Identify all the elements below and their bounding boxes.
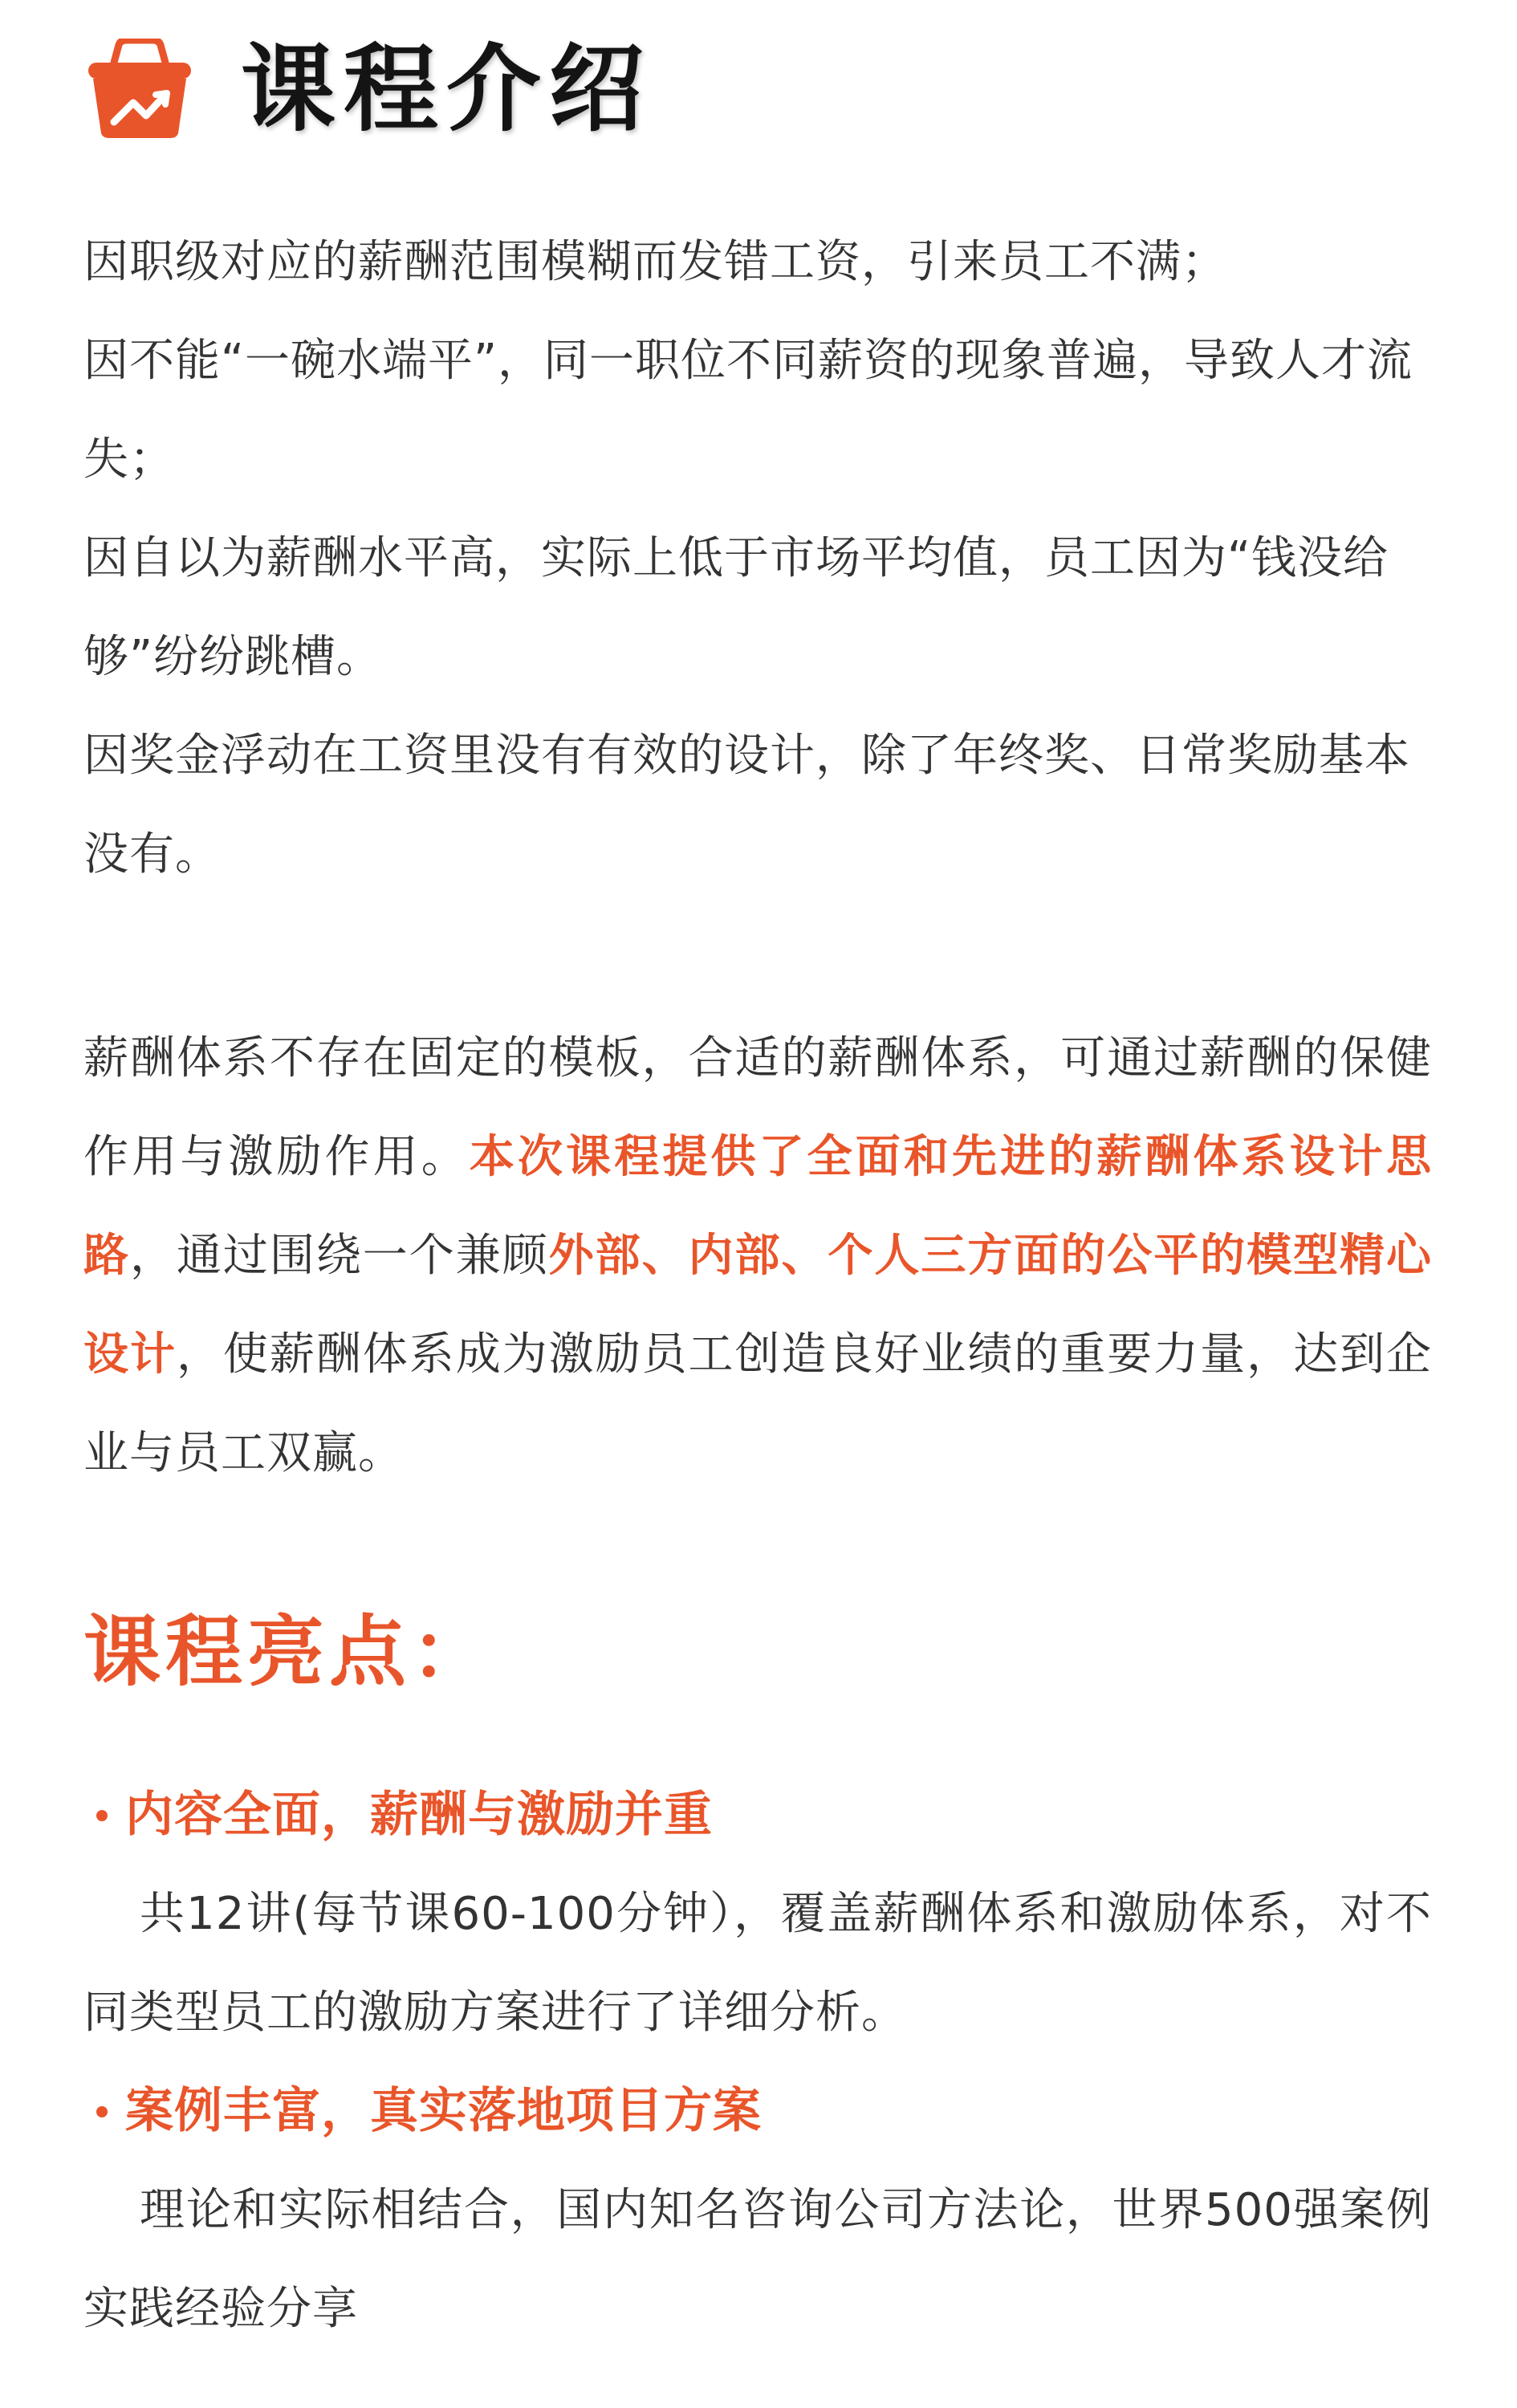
highlight-item-title-text: 案例丰富，真实落地项目方案	[125, 2083, 762, 2139]
highlight-item-title	[83, 2062, 1432, 2161]
description-text: ，使薪酬体系成为激励员工创造良好业绩的重要力量，达到企业与员工双赢。	[83, 1328, 1433, 1479]
highlight-item-title	[83, 1766, 1432, 1865]
description-highlight: 本次课程提供了全面和先进的薪酬体系设计思路	[83, 1131, 1433, 1282]
highlight-item-title-text: 内容全面，薪酬与激励并重	[125, 1787, 713, 1843]
intro-section	[83, 213, 1432, 904]
intro-paragraph: 因不能“一碗水端平”，同一职位不同薪资的现象普遍，导致人才流失；	[83, 335, 1413, 486]
bullet-dot-icon	[96, 1810, 108, 1821]
bullet-dot-icon	[96, 2106, 108, 2117]
page-title: 课程介绍	[241, 34, 653, 144]
highlight-item-body: 共12讲(每节课60-100分钟），覆盖薪酬体系和激励体系，对不同类型员工的激励方案进行了详细分析。	[83, 1888, 1432, 2039]
course-description	[83, 1009, 1432, 1503]
highlights-title: 课程亮点：	[83, 1607, 493, 1697]
description-text: ，通过围绕一个兼顾	[129, 1230, 549, 1282]
intro-paragraph: 因职级对应的薪酬范围模糊而发错工资，引来员工不满；	[83, 236, 1227, 288]
highlight-item	[83, 2062, 1432, 2358]
intro-paragraph: 因奖金浮动在工资里没有有效的设计，除了年终奖、日常奖励基本没有。	[83, 730, 1410, 881]
orange-basket-chart-icon	[87, 39, 193, 140]
intro-paragraph: 因自以为薪酬水平高，实际上低于市场平均值，员工因为“钱没给够”纷纷跳槽。	[83, 532, 1389, 683]
highlight-item	[83, 1766, 1432, 2062]
description-highlight: 外部、内部、个人三方面的公平的模型精心设计	[83, 1230, 1433, 1381]
description-text: 薪酬体系不存在固定的模板，合适的薪酬体系，可通过薪酬的保健作用与激励作用。	[83, 1032, 1432, 1183]
highlights-list	[83, 1766, 1432, 2358]
page-header	[87, 34, 653, 144]
highlight-item-body: 理论和实际相结合，国内知名咨询公司方法论，世界500强案例实践经验分享	[83, 2184, 1432, 2335]
